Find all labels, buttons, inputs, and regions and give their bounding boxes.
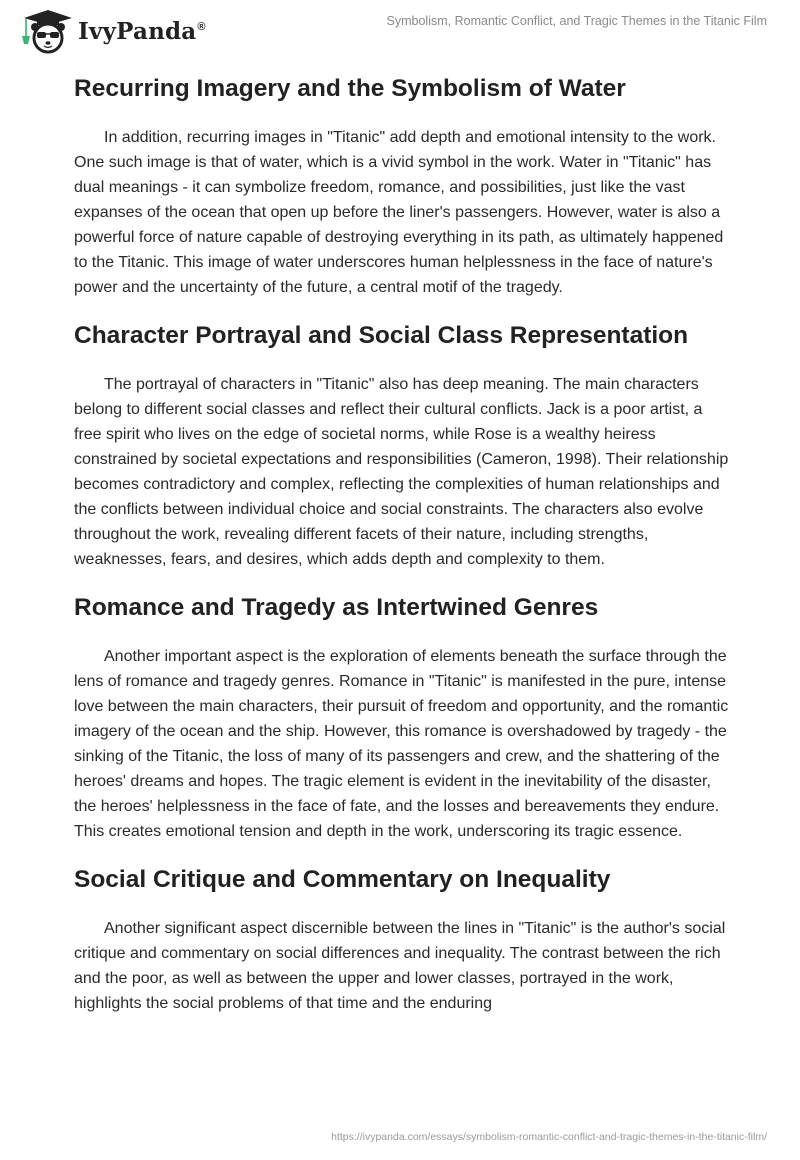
section-heading: Recurring Imagery and the Symbolism of Water [74, 75, 626, 102]
section-paragraph: The portrayal of characters in "Titanic" also has deep meaning. The main characters belong to different social classes and reflect their cultural conflicts. Jack is a poor artist, a free spirit who lives on the edge of societal norms, while Rose is a wealthy heiress constrained by societal expectations and responsibilities (Cameron, 1998). Their relationship becomes contradictory and complex, reflecting the complexities of human relationships and the conflicts between individual choice and social constraints. The characters also evolve throughout the work, revealing different facets of their nature, including strengths, weaknesses, fears, and desires, which adds depth and complexity to them. [74, 376, 729, 568]
ivypanda-logo[interactable] [18, 8, 206, 54]
essay-body [74, 71, 734, 1034]
section-heading: Romance and Tragedy as Intertwined Genres [74, 594, 599, 621]
section-heading: Social Critique and Commentary on Inequality [74, 866, 611, 893]
page-header [0, 0, 800, 60]
document-title: Symbolism, Romantic Conflict, and Tragic Themes in the Titanic Film [386, 14, 767, 28]
registered-mark: ® [197, 20, 206, 33]
panda-graduate-logo-icon [18, 8, 74, 54]
section-character-portrayal [74, 318, 734, 572]
brand-name: IvyPanda® [78, 17, 206, 45]
section-paragraph: Another important aspect is the exploration of elements beneath the surface through the lens of romance and tragedy genres. Romance in "Titanic" is manifested in the pure, intense love between the main characters, their pursuit of freedom and opportunity, and the romantic imagery of the ocean and the ship. However, this romance is overshadowed by tragedy - the sinking of the Titanic, the loss of many of its passengers and crew, and the shattering of the heroes' dreams and hopes. The tragic element is evident in the inevitability of the disaster, the heroes' helplessness in the face of fate, and the losses and bereavements they endure. This creates emotional tension and depth in the work, underscoring its tragic essence. [74, 648, 729, 840]
section-social-critique [74, 862, 734, 1016]
section-heading: Character Portrayal and Social Class Representation [74, 322, 689, 349]
source-url[interactable]: https://ivypanda.com/essays/symbolism-romantic-conflict-and-tragic-themes-in-the-titanic-film/ [331, 1131, 767, 1143]
section-water-symbolism [74, 71, 734, 300]
section-paragraph: In addition, recurring images in "Titanic" add depth and emotional intensity to the work. One such image is that of water, which is a vivid symbol in the work. Water in "Titanic" has dual meanings - it can symbolize freedom, romance, and possibilities, just like the vast expanses of the ocean that open up before the liner's passengers. However, water is also a powerful force of nature capable of destroying everything in its path, as ultimately happened to the Titanic. This image of water underscores human helplessness in the face of nature's power and the uncertainty of the future, a central motif of the tragedy. [74, 129, 724, 296]
section-paragraph: Another significant aspect discernible between the lines in "Titanic" is the author's social critique and commentary on social differences and inequality. The contrast between the rich and the poor, as well as between the upper and lower classes, portrayed in the work, highlights the social problems of that time and the enduring [74, 920, 726, 1012]
section-romance-tragedy [74, 590, 734, 844]
